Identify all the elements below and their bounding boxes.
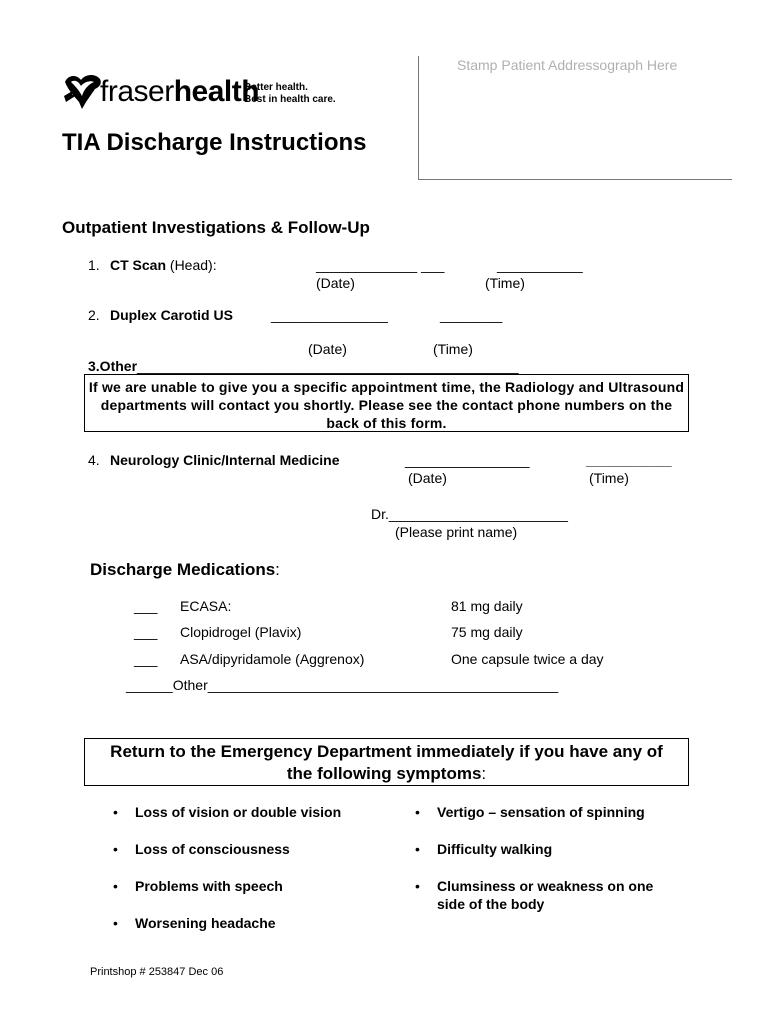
med-check-clopidrogel[interactable]: ___ <box>134 624 158 640</box>
bullet-icon: • <box>415 804 420 820</box>
ct-item-detail: (Head): <box>166 257 217 273</box>
logo-word-fraser: fraser <box>100 75 174 108</box>
duplex-item-number: 2. <box>88 307 100 323</box>
stamp-area-label: Stamp Patient Addressograph Here <box>457 57 678 73</box>
ct-date-field[interactable]: _____________ ___ <box>316 257 445 273</box>
duplex-item-name: Duplex Carotid US <box>110 307 233 323</box>
emergency-warning-line1: Return to the Emergency Department immediately if you have any of <box>110 742 663 761</box>
ct-time-label: (Time) <box>485 275 525 291</box>
other-investigation-row[interactable] <box>88 358 519 374</box>
other-investigation-field[interactable]: _________________________________________________ <box>137 358 519 374</box>
med-dose-aggrenox: One capsule twice a day <box>451 651 604 667</box>
investigations-heading: Outpatient Investigations & Follow-Up <box>62 218 370 237</box>
duplex-time-label: (Time) <box>433 341 473 357</box>
fraserhealth-logo-icon <box>62 72 102 112</box>
med-dose-ecasa: 81 mg daily <box>451 598 523 614</box>
emergency-warning-colon: : <box>481 764 487 783</box>
med-check-aggrenox[interactable]: ___ <box>134 651 158 667</box>
med-name-clopidrogel: Clopidrogel (Plavix) <box>180 624 302 640</box>
stamp-area-border-bottom <box>418 179 732 180</box>
duplex-date-label: (Date) <box>308 341 347 357</box>
symptom-vertigo: Vertigo – sensation of spinning <box>437 804 645 820</box>
doctor-name-field[interactable]: _______________________ <box>388 506 568 522</box>
emergency-warning-line2: the following symptoms <box>286 764 482 783</box>
doctor-name-row[interactable] <box>371 506 568 522</box>
logo-wordmark <box>100 75 259 109</box>
med-other-field[interactable]: _____________________________________________ <box>207 677 559 693</box>
med-dose-clopidrogel: 75 mg daily <box>451 624 523 640</box>
stamp-area-border-left <box>418 56 419 180</box>
med-check-ecasa[interactable]: ___ <box>134 598 158 614</box>
bullet-icon: • <box>113 841 118 857</box>
doctor-label: Dr. <box>371 506 389 522</box>
symptom-consciousness: Loss of consciousness <box>135 841 290 857</box>
neuro-date-field[interactable]: ________________ <box>405 452 530 468</box>
symptom-vision: Loss of vision or double vision <box>135 804 342 820</box>
med-other-check[interactable]: ______ <box>126 677 173 693</box>
bullet-icon: • <box>113 804 118 820</box>
med-name-aggrenox: ASA/dipyridamole (Aggrenox) <box>180 651 365 667</box>
page-title: TIA Discharge Instructions <box>62 129 367 156</box>
symptom-speech: Problems with speech <box>135 878 283 894</box>
duplex-date-field[interactable]: _______________ <box>271 307 388 323</box>
emergency-warning-box <box>84 738 689 786</box>
neuro-date-label: (Date) <box>408 470 447 486</box>
medications-heading-text: Discharge Medications <box>90 560 276 579</box>
radiology-notice-box: If we are unable to give you a specific appointment time, the Radiology and Ultrasound departments will contact you shortly. Please see the contact phone numbers on the back of this form. <box>84 374 689 432</box>
symptom-walking: Difficulty walking <box>437 841 553 857</box>
ct-item-name: CT Scan <box>110 257 167 273</box>
neuro-item-number: 4. <box>88 452 100 468</box>
bullet-icon: • <box>415 878 420 894</box>
other-investigation-label: 3.Other <box>88 358 138 374</box>
medications-heading <box>90 560 280 580</box>
doctor-print-label: (Please print name) <box>395 524 518 540</box>
ct-item-label <box>110 257 217 273</box>
logo-tagline-line1: Better health. <box>244 82 308 93</box>
medications-heading-colon: : <box>275 560 280 579</box>
symptom-clumsiness: Clumsiness or weakness on one <box>437 878 654 894</box>
ct-item-number: 1. <box>88 257 100 273</box>
symptom-headache: Worsening headache <box>135 915 276 931</box>
bullet-icon: • <box>113 878 118 894</box>
ct-time-field[interactable]: ___________ <box>497 257 583 273</box>
neuro-item-name: Neurology Clinic/Internal Medicine <box>110 452 340 468</box>
duplex-time-field[interactable]: ________ <box>440 307 503 323</box>
symptom-clumsiness-cont: side of the body <box>437 896 545 912</box>
med-other-row[interactable] <box>126 677 558 693</box>
med-other-label: Other <box>172 677 208 693</box>
neuro-time-label: (Time) <box>589 470 629 486</box>
ct-date-label: (Date) <box>316 275 355 291</box>
bullet-icon: • <box>113 915 118 931</box>
med-name-ecasa: ECASA: <box>180 598 232 614</box>
bullet-icon: • <box>415 841 420 857</box>
emergency-warning-line2-wrap <box>85 763 688 785</box>
neuro-time-field[interactable]: ___________ <box>586 452 672 468</box>
printshop-footer: Printshop # 253847 Dec 06 <box>90 966 224 978</box>
logo-tagline-line2: Best in health care. <box>244 94 336 105</box>
logo-word-health: health <box>173 75 260 108</box>
